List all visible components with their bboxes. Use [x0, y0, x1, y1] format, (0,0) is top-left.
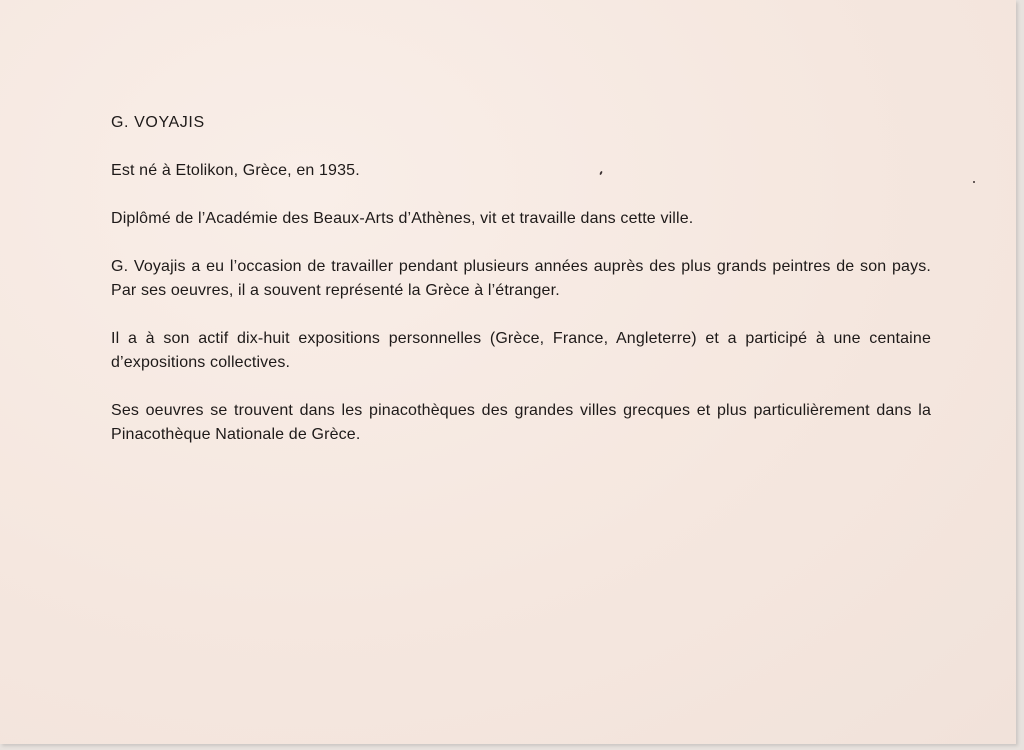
biography-text [111, 111, 931, 471]
paragraph-collections: Ses oeuvres se trouvent dans les pinacothèques des grandes villes grecques et plus particulièrement dans la Pinacothèque Nationale de Grèce. [111, 402, 931, 443]
paragraph-career: G. Voyajis a eu l’occasion de travailler pendant plusieurs années auprès des plus grands peintres de son pays. Par ses oeuvres, il a souvent représenté la Grèce à l’étranger. [111, 258, 931, 299]
paragraph-exhibitions: Il a à son actif dix-huit expositions personnelles (Grèce, France, Angleterre) et a participé à une centaine d’expositions collectives. [111, 330, 931, 371]
paragraph-education: Diplômé de l’Académie des Beaux-Arts d’Athènes, vit et travaille dans cette ville. [111, 210, 694, 227]
ink-speck [973, 181, 975, 183]
paragraph-birth: Est né à Etolikon, Grèce, en 1935. [111, 162, 360, 179]
artist-name: G. VOYAJIS [111, 114, 205, 131]
